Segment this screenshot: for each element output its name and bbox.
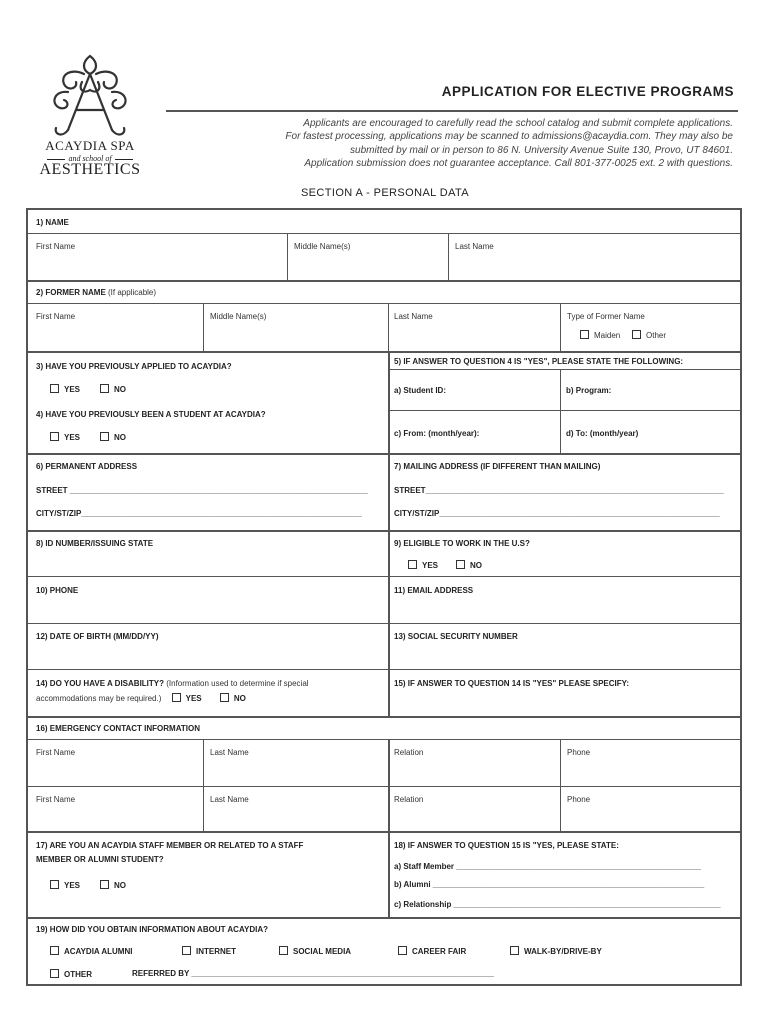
- divider: [28, 623, 740, 624]
- q9-title: 9) ELIGIBLE TO WORK IN THE U.S?: [394, 539, 530, 548]
- disability-specify-field[interactable]: 15) IF ANSWER TO QUESTION 14 IS "YES" PLEASE SPECIFY:: [394, 679, 630, 688]
- yes-label: YES: [185, 694, 202, 703]
- q14-line2: [36, 693, 246, 703]
- q17-yes-checkbox[interactable]: [50, 880, 80, 890]
- q14-title-text: 14) DO YOU HAVE A DISABILITY?: [36, 679, 165, 688]
- ssn-field[interactable]: 13) SOCIAL SECURITY NUMBER: [394, 632, 518, 641]
- q2-title-note: (If applicable): [108, 288, 157, 297]
- checkbox-icon: [100, 880, 109, 889]
- checkbox-icon: [580, 330, 589, 339]
- divider: [28, 917, 740, 919]
- checkbox-icon: [50, 384, 59, 393]
- divider: [203, 739, 204, 831]
- q14-note: accommodations may be required.): [36, 694, 162, 703]
- q5-title: 5) IF ANSWER TO QUESTION 4 IS "YES", PLEASE STATE THE FOLLOWING:: [394, 357, 684, 366]
- no-label: NO: [470, 561, 482, 570]
- q2-title: [36, 288, 156, 297]
- divider: [28, 351, 740, 353]
- former-name-type-label: Type of Former Name: [567, 312, 645, 321]
- divider: [560, 303, 561, 351]
- q14-yes-checkbox[interactable]: [172, 694, 202, 703]
- divider: [390, 410, 740, 411]
- divider: [560, 739, 561, 831]
- intro-line: submitted by mail or in person to 86 N. University Avenue Suite 130, Provo, UT 84601.: [350, 144, 733, 156]
- maiden-checkbox[interactable]: [580, 330, 620, 340]
- source-label: WALK-BY/DRIVE-BY: [524, 947, 602, 956]
- q3-yes-checkbox[interactable]: [50, 384, 80, 394]
- q14-no-checkbox[interactable]: [220, 694, 246, 703]
- no-label: NO: [114, 433, 126, 442]
- yes-label: YES: [64, 881, 81, 890]
- other-source-checkbox[interactable]: [50, 969, 92, 979]
- emergency-phone-field[interactable]: Phone: [567, 795, 591, 804]
- yes-label: YES: [422, 561, 439, 570]
- q6-title: 6) PERMANENT ADDRESS: [36, 462, 138, 471]
- emergency-relation-field[interactable]: Relation: [394, 795, 424, 804]
- emergency-phone-field[interactable]: Phone: [567, 748, 591, 757]
- walk-by-source-checkbox[interactable]: [510, 946, 602, 956]
- q14-title: [36, 679, 309, 688]
- brand-name: ACAYDIA SPA: [45, 138, 135, 153]
- source-label: CAREER FAIR: [412, 947, 467, 956]
- divider: [560, 369, 561, 453]
- divider: [28, 786, 740, 787]
- career-fair-source-checkbox[interactable]: [398, 946, 466, 956]
- divider: [28, 280, 740, 282]
- divider: [388, 739, 390, 917]
- yes-label: YES: [64, 433, 81, 442]
- middle-name-field[interactable]: Middle Name(s): [294, 242, 351, 251]
- checkbox-icon: [632, 330, 641, 339]
- no-label: NO: [114, 385, 126, 394]
- maiden-label: Maiden: [594, 331, 621, 340]
- checkbox-icon: [408, 560, 417, 569]
- other-name-checkbox[interactable]: [632, 330, 666, 340]
- dob-field[interactable]: 12) DATE OF BIRTH (MM/DD/YY): [36, 632, 159, 641]
- page-title: APPLICATION FOR ELECTIVE PROGRAMS: [441, 84, 734, 99]
- student-id-field[interactable]: a) Student ID:: [394, 386, 446, 395]
- emergency-first-name-field[interactable]: First Name: [36, 748, 76, 757]
- other-label: Other: [646, 331, 667, 340]
- intro-line: Application submission does not guarantee acceptance. Call 801-377-0025 ext. 2 with questions.: [304, 158, 733, 170]
- title-divider: [166, 110, 738, 112]
- q2-title-text: 2) FORMER NAME: [36, 288, 106, 297]
- q17-title-line2: MEMBER OR ALUMNI STUDENT?: [36, 855, 164, 864]
- social-media-source-checkbox[interactable]: [279, 946, 351, 956]
- permanent-city-field[interactable]: CITY/ST/ZIP_______________________________________________________________: [36, 509, 362, 518]
- alumni-source-checkbox[interactable]: [50, 946, 132, 956]
- checkbox-icon: [100, 432, 109, 441]
- last-name-field[interactable]: Last Name: [455, 242, 494, 251]
- q14-note: (Information used to determine if special: [166, 679, 309, 688]
- q7-title: 7) MAILING ADDRESS (IF DIFFERENT THAN MAILING): [394, 462, 601, 471]
- divider: [388, 303, 389, 351]
- divider: [28, 303, 740, 304]
- ornament-a-icon: [38, 52, 142, 142]
- divider: [28, 716, 740, 718]
- internet-source-checkbox[interactable]: [182, 946, 236, 956]
- personal-data-form: [26, 208, 742, 986]
- brand-aesthetics: AESTHETICS: [39, 161, 141, 178]
- no-label: NO: [233, 694, 246, 703]
- checkbox-icon: [172, 693, 181, 702]
- divider: [28, 530, 740, 532]
- alumni-field[interactable]: b) Alumni _____________________________________________________________: [394, 880, 705, 889]
- emergency-last-name-field[interactable]: Last Name: [210, 795, 249, 804]
- intro-text: [193, 117, 733, 171]
- divider: [28, 453, 740, 455]
- divider: [28, 233, 740, 234]
- q3-no-checkbox[interactable]: [100, 384, 126, 394]
- source-label: OTHER: [64, 970, 92, 979]
- divider: [390, 369, 740, 370]
- divider: [448, 233, 449, 280]
- brand-subtitle: and school of: [38, 154, 142, 163]
- q17-title: 17) ARE YOU AN ACAYDIA STAFF MEMBER OR RELATED TO A STAFF: [36, 841, 304, 850]
- former-first-name-field[interactable]: First Name: [36, 312, 76, 321]
- q4-title: 4) HAVE YOU PREVIOUSLY BEEN A STUDENT AT ACAYDIA?: [36, 410, 266, 419]
- source-label: INTERNET: [196, 947, 236, 956]
- divider: [28, 831, 740, 833]
- staff-member-field[interactable]: a) Staff Member _______________________________________________________: [394, 862, 701, 871]
- q19-title: 19) HOW DID YOU OBTAIN INFORMATION ABOUT ACAYDIA?: [36, 925, 268, 934]
- checkbox-icon: [50, 880, 59, 889]
- yes-label: YES: [64, 385, 81, 394]
- checkbox-icon: [50, 969, 59, 978]
- q16-title: 16) EMERGENCY CONTACT INFORMATION: [36, 724, 201, 733]
- source-label: ACAYDIA ALUMNI: [64, 947, 133, 956]
- intro-line: Applicants are encouraged to carefully read the school catalog and submit complete applications.: [303, 118, 733, 129]
- checkbox-icon: [182, 946, 191, 955]
- permanent-street-field[interactable]: STREET ___________________________________________________________________: [36, 486, 368, 495]
- divider: [28, 739, 740, 740]
- mailing-street-field[interactable]: STREET___________________________________________________________________: [394, 486, 724, 495]
- former-middle-name-field[interactable]: Middle Name(s): [210, 312, 267, 321]
- section-heading: SECTION A - PERSONAL DATA: [300, 187, 470, 199]
- q18-title: 18) IF ANSWER TO QUESTION 15 IS "YES, PLEASE STATE:: [394, 841, 619, 850]
- checkbox-icon: [456, 560, 465, 569]
- q17-no-checkbox[interactable]: [100, 880, 126, 890]
- emergency-last-name-field[interactable]: Last Name: [210, 748, 249, 757]
- source-label: SOCIAL MEDIA: [293, 947, 352, 956]
- emergency-first-name-field[interactable]: First Name: [36, 795, 76, 804]
- mailing-city-field[interactable]: CITY/ST/ZIP_______________________________________________________________: [394, 509, 720, 518]
- intro-line: For fastest processing, applications may be scanned to admissions@acaydia.com. They may also be: [285, 131, 733, 143]
- referred-by-field[interactable]: REFERRED BY ____________________________________________________________________: [132, 969, 494, 978]
- phone-field[interactable]: 10) PHONE: [36, 586, 79, 595]
- former-last-name-field[interactable]: Last Name: [394, 312, 433, 321]
- divider: [388, 351, 390, 717]
- q3-title: 3) HAVE YOU PREVIOUSLY APPLIED TO ACAYDIA?: [36, 362, 232, 371]
- divider: [287, 233, 288, 280]
- no-label: NO: [114, 881, 126, 890]
- relationship-field[interactable]: c) Relationship ____________________________________________________________: [394, 900, 721, 909]
- checkbox-icon: [510, 946, 519, 955]
- email-field[interactable]: 11) EMAIL ADDRESS: [394, 586, 474, 595]
- from-date-field[interactable]: c) From: (month/year):: [394, 429, 480, 438]
- divider: [28, 576, 740, 577]
- q9-no-checkbox[interactable]: [456, 560, 482, 570]
- divider: [28, 669, 740, 670]
- q4-yes-checkbox[interactable]: [50, 432, 80, 442]
- q8-title[interactable]: 8) ID NUMBER/ISSUING STATE: [36, 539, 154, 548]
- checkbox-icon: [220, 693, 229, 702]
- q1-title: 1) NAME: [36, 218, 69, 227]
- divider: [203, 303, 204, 351]
- to-date-field[interactable]: d) To: (month/year): [566, 429, 639, 438]
- checkbox-icon: [50, 432, 59, 441]
- checkbox-icon: [50, 946, 59, 955]
- first-name-field[interactable]: First Name: [36, 242, 76, 251]
- checkbox-icon: [398, 946, 407, 955]
- q9-yes-checkbox[interactable]: [408, 560, 438, 570]
- checkbox-icon: [279, 946, 288, 955]
- checkbox-icon: [100, 384, 109, 393]
- q4-no-checkbox[interactable]: [100, 432, 126, 442]
- emergency-relation-field[interactable]: Relation: [394, 748, 424, 757]
- program-field[interactable]: b) Program:: [566, 386, 612, 395]
